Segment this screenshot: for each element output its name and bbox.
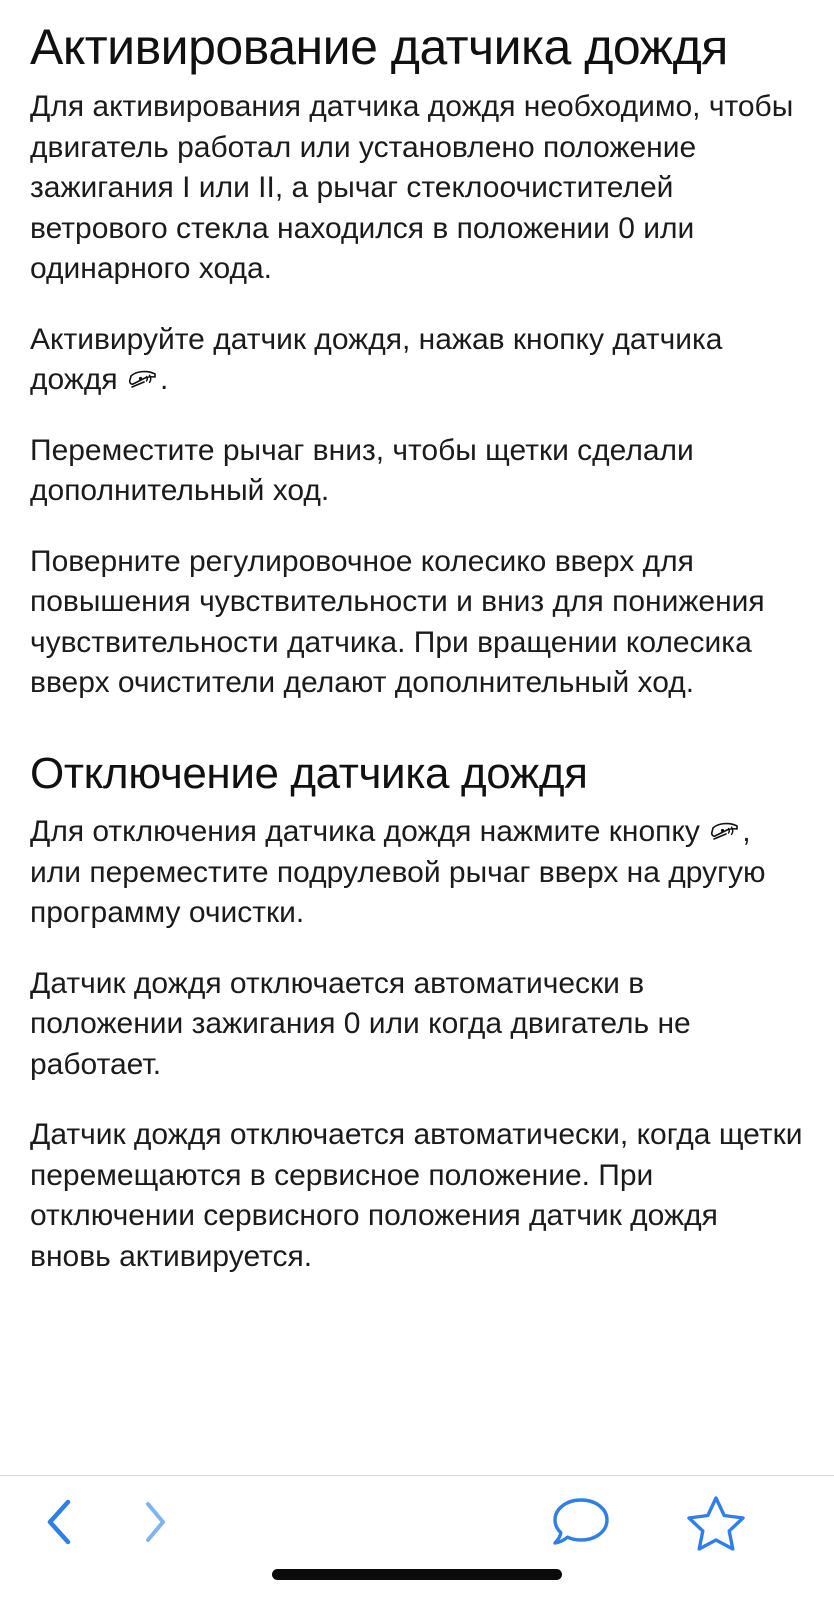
chevron-right-icon [138, 1534, 172, 1549]
rain-sensor-icon [710, 817, 740, 843]
paragraph [30, 1115, 804, 1277]
paragraph-text: Датчик дождя отключается автоматически, когда щетки перемещаются в сервисное положение. При отключении сервисного положения датчик дождя вновь активируется. [30, 1118, 803, 1273]
bottom-toolbar [0, 1475, 834, 1600]
paragraph-text: Поверните регулировочное колесико вверх для повышения чувствительности и вниз для понижения чувствительности датчика. При вращении колесика вверх очистители делают дополнительный ход. [30, 544, 765, 699]
home-indicator [272, 1569, 562, 1580]
back-button[interactable] [40, 1494, 80, 1550]
forward-button[interactable] [138, 1498, 172, 1546]
paragraph [30, 812, 804, 934]
toolbar-navigation-group [40, 1494, 172, 1550]
paragraph-text: Для активирования датчика дождя необходимо, чтобы двигатель работал или установлено положение зажигания I или II, а рычаг стеклоочистителей ветрового стекла находился в положении 0 или одинарного хода. [30, 90, 794, 285]
section-heading: Отключение датчика дождя [30, 748, 588, 798]
paragraph [30, 87, 804, 290]
bookmark-button[interactable] [686, 1494, 746, 1552]
paragraph [30, 320, 804, 401]
paragraph-text-after: , или переместите подрулевой рычаг вверх на другую программу очистки. [30, 815, 766, 930]
toolbar-actions-group [550, 1494, 794, 1552]
paragraph-text: Переместите рычаг вниз, чтобы щетки сделали дополнительный ход. [30, 433, 694, 507]
rain-sensor-icon [128, 365, 158, 391]
paragraph-text: Датчик дождя отключается автоматически в положении зажигания 0 или когда двигатель не работает. [30, 966, 691, 1081]
comment-button[interactable] [550, 1495, 612, 1551]
paragraph-text: Для отключения датчика дождя нажмите кнопку [30, 815, 709, 849]
paragraph-text: Активируйте датчик дождя, нажав кнопку датчика дождя [30, 322, 723, 396]
comment-bubble-icon [550, 1539, 612, 1554]
chevron-left-icon [40, 1538, 80, 1553]
paragraph [30, 542, 804, 704]
paragraph [30, 431, 804, 512]
paragraph-text-after: . [160, 363, 169, 396]
paragraph [30, 964, 804, 1086]
page-title: Активирование датчика дождя [30, 19, 728, 75]
star-icon [686, 1540, 746, 1555]
